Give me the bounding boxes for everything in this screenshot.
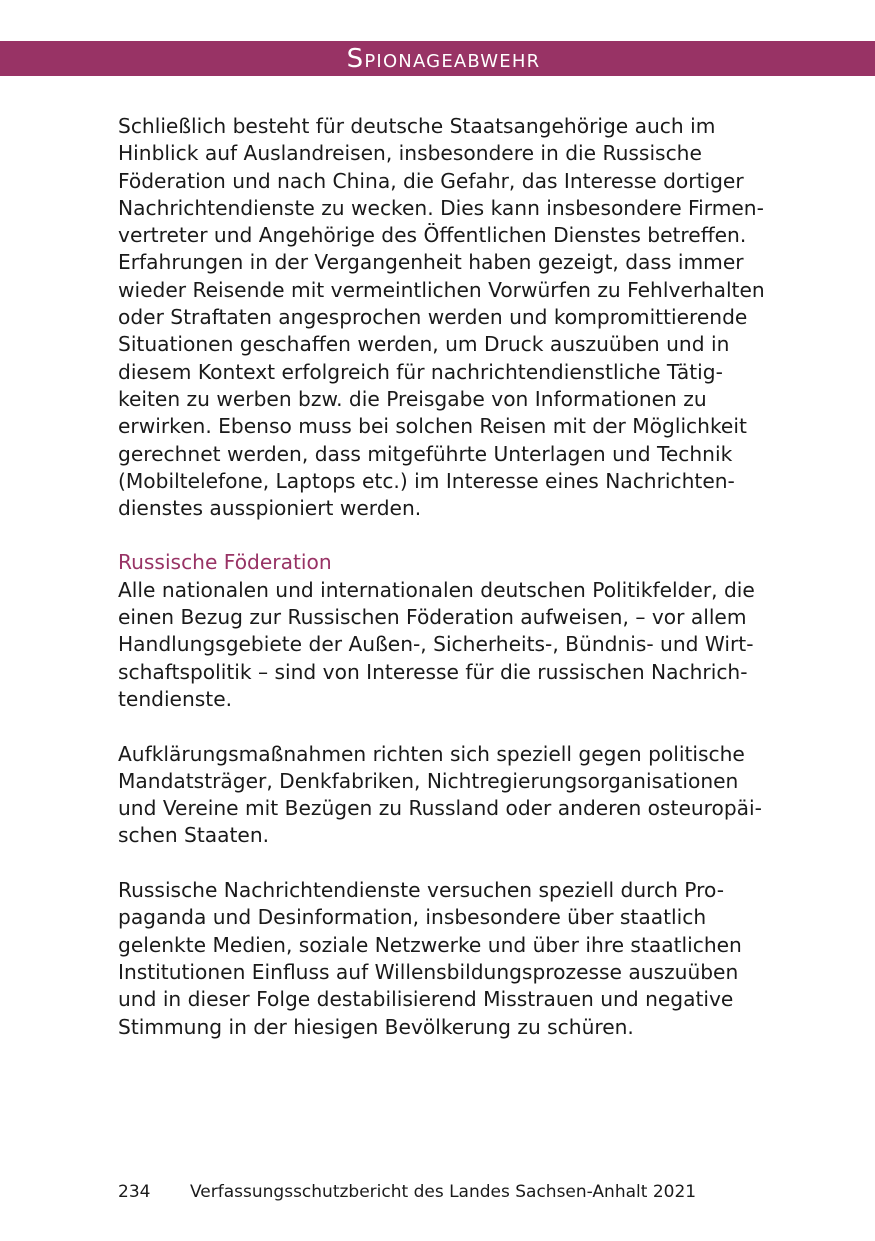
paragraph-reconnaissance: Aufklärungsmaßnahmen richten sich speziell gegen politische Mandatsträger, Denkfabriken, Nichtregierungsorganisationen und Vereine mit Bezügen zu Russland oder anderen osteuropäi- schen Staaten. xyxy=(118,741,762,848)
section-title: Spionageabwehr xyxy=(346,44,541,74)
paragraph-policy-fields: Alle nationalen und internationalen deutschen Politikfelder, die einen Bezug zur Russischen Föderation aufweisen, – vor allem Handlungsgebiete der Außen-, Sicherheits-, Bündnis- und Wirt- schaftspolitik – sind von Interesse für die russischen Nachrich- tendienste. xyxy=(118,577,755,711)
publication-title: Verfassungsschutzbericht des Landes Sachsen-Anhalt 2021 xyxy=(190,1182,697,1202)
page-number: 234 xyxy=(118,1182,151,1202)
page-footer xyxy=(118,1180,696,1204)
paragraph-travel-risks: Schließlich besteht für deutsche Staatsangehörige auch im Hinblick auf Auslandreisen, insbesondere in die Russische Föderation und nach China, die Gefahr, das Interesse dortiger Nachrichtendienste zu wecken. Dies kann insbesondere Firmen- vertreter und Angehörige des Öffentlichen Dienstes betreffen. Erfahrungen in der Vergangenheit haben gezeigt, dass immer wieder Reisende mit vermeintlichen Vorwürfen zu Fehlverhalten oder Straftaten angesprochen werden und kompromittierende Situationen geschaffen werden, um Druck auszuüben und in diesem Kontext erfolgreich für nachrichtendienstliche Tätig- keiten zu werben bzw. die Preisgabe von Informationen zu erwirken. Ebenso muss bei solchen Reisen mit der Möglichkeit gerechnet werden, dass mitgeführte Unterlagen und Technik (Mobiltelefone, Laptops etc.) im Interesse eines Nachrichten- dienstes ausspioniert werden. xyxy=(118,114,765,521)
subsection-heading: Russische Föderation xyxy=(118,550,332,575)
paragraph-propaganda: Russische Nachrichtendienste versuchen speziell durch Pro- paganda und Desinformation, insbesondere über staatlich gelenkte Medien, soziale Netzwerke und über ihre staatlichen Institutionen Einfluss auf Willensbildungsprozesse auszuüben und in dieser Folge destabilisierend Misstrauen und negative Stimmung in der hiesigen Bevölkerung zu schüren. xyxy=(118,878,742,1039)
section-header-bar xyxy=(0,41,875,76)
main-content xyxy=(118,113,768,1041)
